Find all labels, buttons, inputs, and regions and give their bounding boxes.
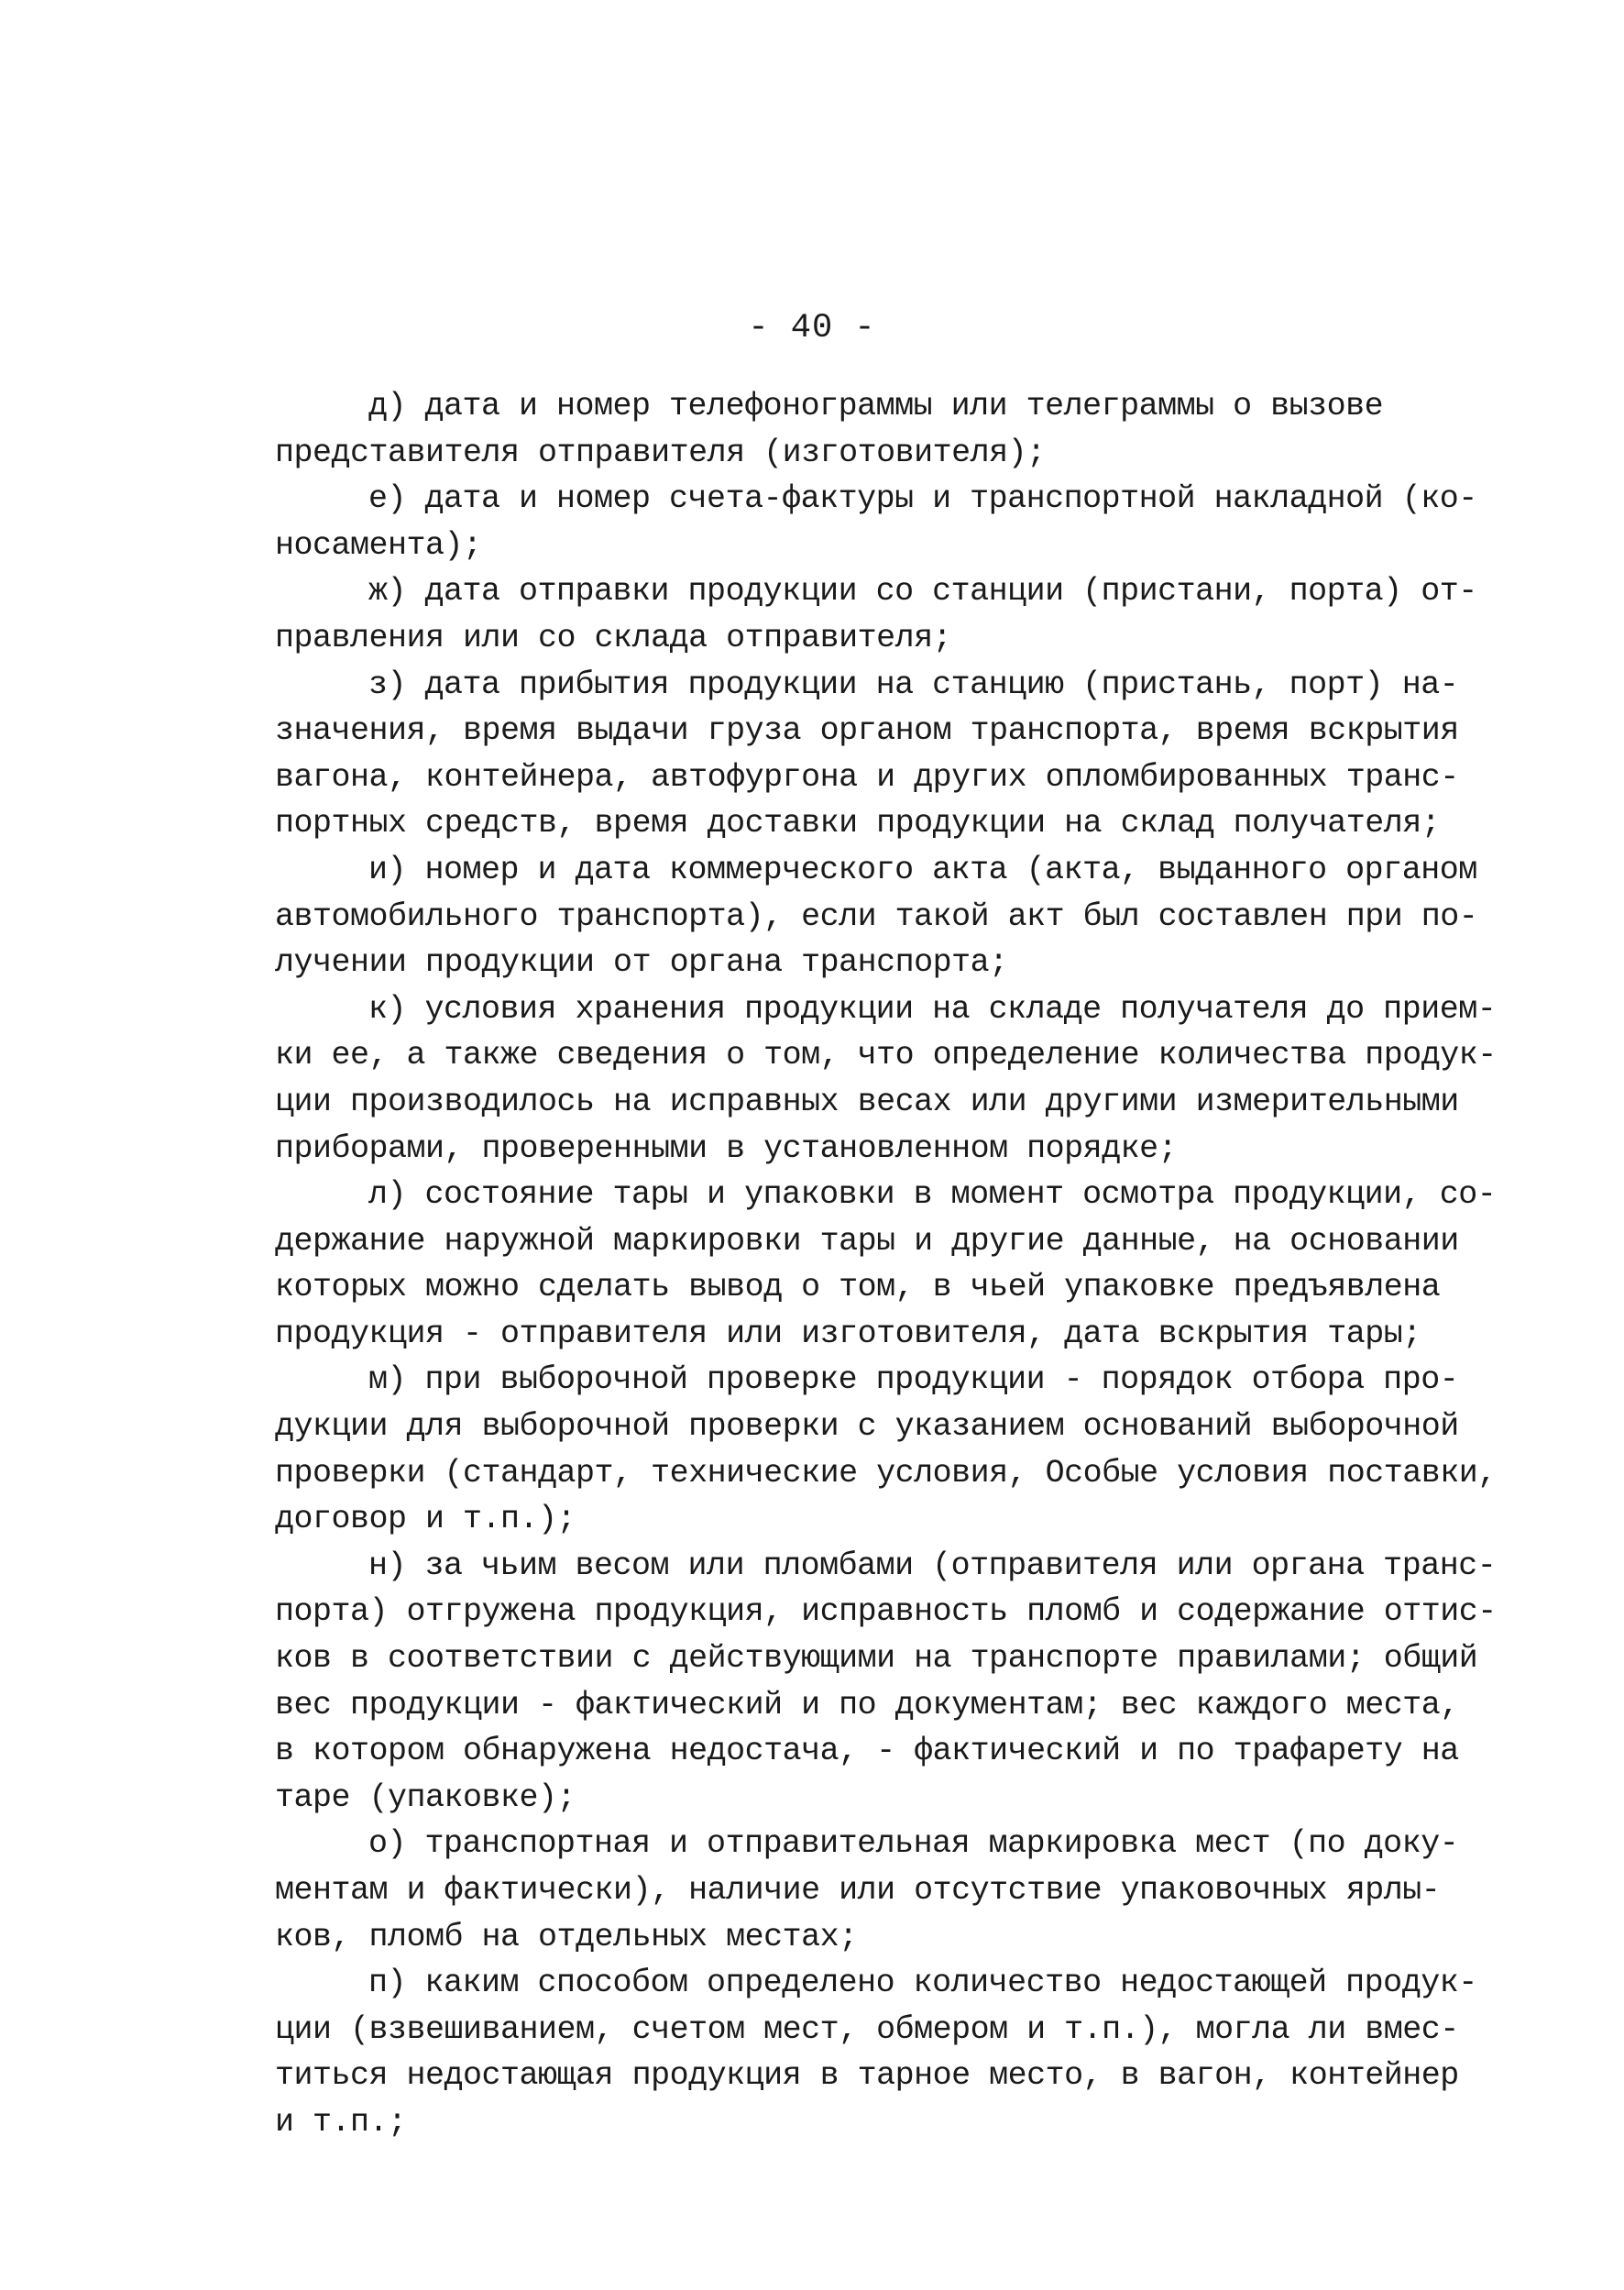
paragraph-item-z: [275, 662, 1521, 847]
paragraph-line: правления или со склада отправителя;: [275, 619, 952, 656]
paragraph-line: таре (упаковке);: [275, 1778, 576, 1816]
paragraph-line: л) состояние тары и упаковки в момент осмотра продукции, со-: [368, 1176, 1497, 1214]
paragraph-line: в котором обнаружена недостача, - фактический и по трафарету на: [275, 1733, 1459, 1770]
paragraph-line: дукции для выборочной проверки с указанием оснований выборочной: [275, 1408, 1459, 1446]
paragraph-line: к) условия хранения продукции на складе получателя до прием-: [368, 990, 1497, 1028]
document-body: [275, 383, 1521, 2146]
paragraph-line: и) номер и дата коммерческого акта (акта, выданного органом: [368, 851, 1477, 888]
paragraph-line: которых можно сделать вывод о том, в чьей упаковке предъявлена: [275, 1269, 1441, 1306]
page-number: - 40 -: [748, 309, 876, 347]
paragraph-line: договор и т.п.);: [275, 1501, 576, 1538]
paragraph-item-i: [275, 847, 1521, 986]
paragraph-item-m: [275, 1357, 1521, 1542]
paragraph-item-l: [275, 1172, 1521, 1357]
paragraph-line: ки ее, а также сведения о том, что определение количества продук-: [275, 1037, 1497, 1074]
paragraph-item-e: [275, 476, 1521, 568]
paragraph-line: н) за чьим весом или пломбами (отправителя или органа транс-: [368, 1547, 1497, 1584]
paragraph-line: продукция - отправителя или изготовителя, дата вскрытия тары;: [275, 1315, 1421, 1352]
paragraph-item-k: [275, 986, 1521, 1172]
paragraph-line: носамента);: [275, 526, 482, 564]
paragraph-line: д) дата и номер телефонограммы или телеграммы о вызове: [368, 388, 1384, 424]
paragraph-item-o: [275, 1821, 1521, 1960]
paragraph-line: порта) отгружена продукция, исправность пломб и содержание оттис-: [275, 1593, 1497, 1631]
paragraph-item-zh: [275, 568, 1521, 661]
paragraph-line: держание наружной маркировки тары и другие данные, на основании: [275, 1222, 1459, 1260]
paragraph-line: автомобильного транспорта), если такой акт был составлен при по-: [275, 897, 1478, 935]
paragraph-item-d: [275, 383, 1521, 476]
paragraph-item-p: [275, 1960, 1521, 2145]
paragraph-line: о) транспортная и отправительная маркировка мест (по доку-: [368, 1825, 1459, 1863]
paragraph-line: лучении продукции от органа транспорта;: [275, 944, 1008, 982]
paragraph-line: портных средств, время доставки продукции на склад получателя;: [275, 805, 1441, 842]
paragraph-line: з) дата прибытия продукции на станцию (пристань, порт) на-: [368, 666, 1459, 703]
paragraph-line: представителя отправителя (изготовителя);: [275, 434, 1046, 471]
paragraph-line: приборами, проверенными в установленном порядке;: [275, 1129, 1178, 1167]
paragraph-line: и т.п.;: [275, 2103, 407, 2141]
paragraph-line: значения, время выдачи груза органом транспорта, время вскрытия: [275, 712, 1459, 750]
paragraph-line: м) при выборочной проверке продукции - порядок отбора про-: [368, 1361, 1459, 1399]
paragraph-line: титься недостающая продукция в тарное место, в вагон, контейнер: [275, 2057, 1459, 2095]
paragraph-line: е) дата и номер счета-фактуры и транспортной накладной (ко-: [368, 480, 1477, 518]
paragraph-line: ментам и фактически), наличие или отсутствие упаковочных ярлы-: [275, 1872, 1441, 1909]
paragraph-line: ж) дата отправки продукции со станции (пристани, порта) от-: [368, 573, 1477, 611]
paragraph-line: ков, пломб на отдельных местах;: [275, 1918, 858, 1955]
paragraph-line: ции производилось на исправных весах или другими измерительными: [275, 1083, 1459, 1120]
paragraph-line: ции (взвешиванием, счетом мест, обмером и т.п.), могла ли вмес-: [275, 2010, 1459, 2048]
paragraph-line: вагона, контейнера, автофургона и других опломбированных транс-: [275, 758, 1459, 796]
paragraph-item-n: [275, 1543, 1521, 1822]
paragraph-line: проверки (стандарт, технические условия, Особые условия поставки,: [275, 1454, 1497, 1492]
paragraph-line: вес продукции - фактический и по документам; вес каждого места,: [275, 1686, 1459, 1723]
paragraph-line: ков в соответствии с действующими на транспорте правилами; общий: [275, 1640, 1478, 1678]
paragraph-line: п) каким способом определено количество недостающей продук-: [368, 1965, 1477, 2002]
